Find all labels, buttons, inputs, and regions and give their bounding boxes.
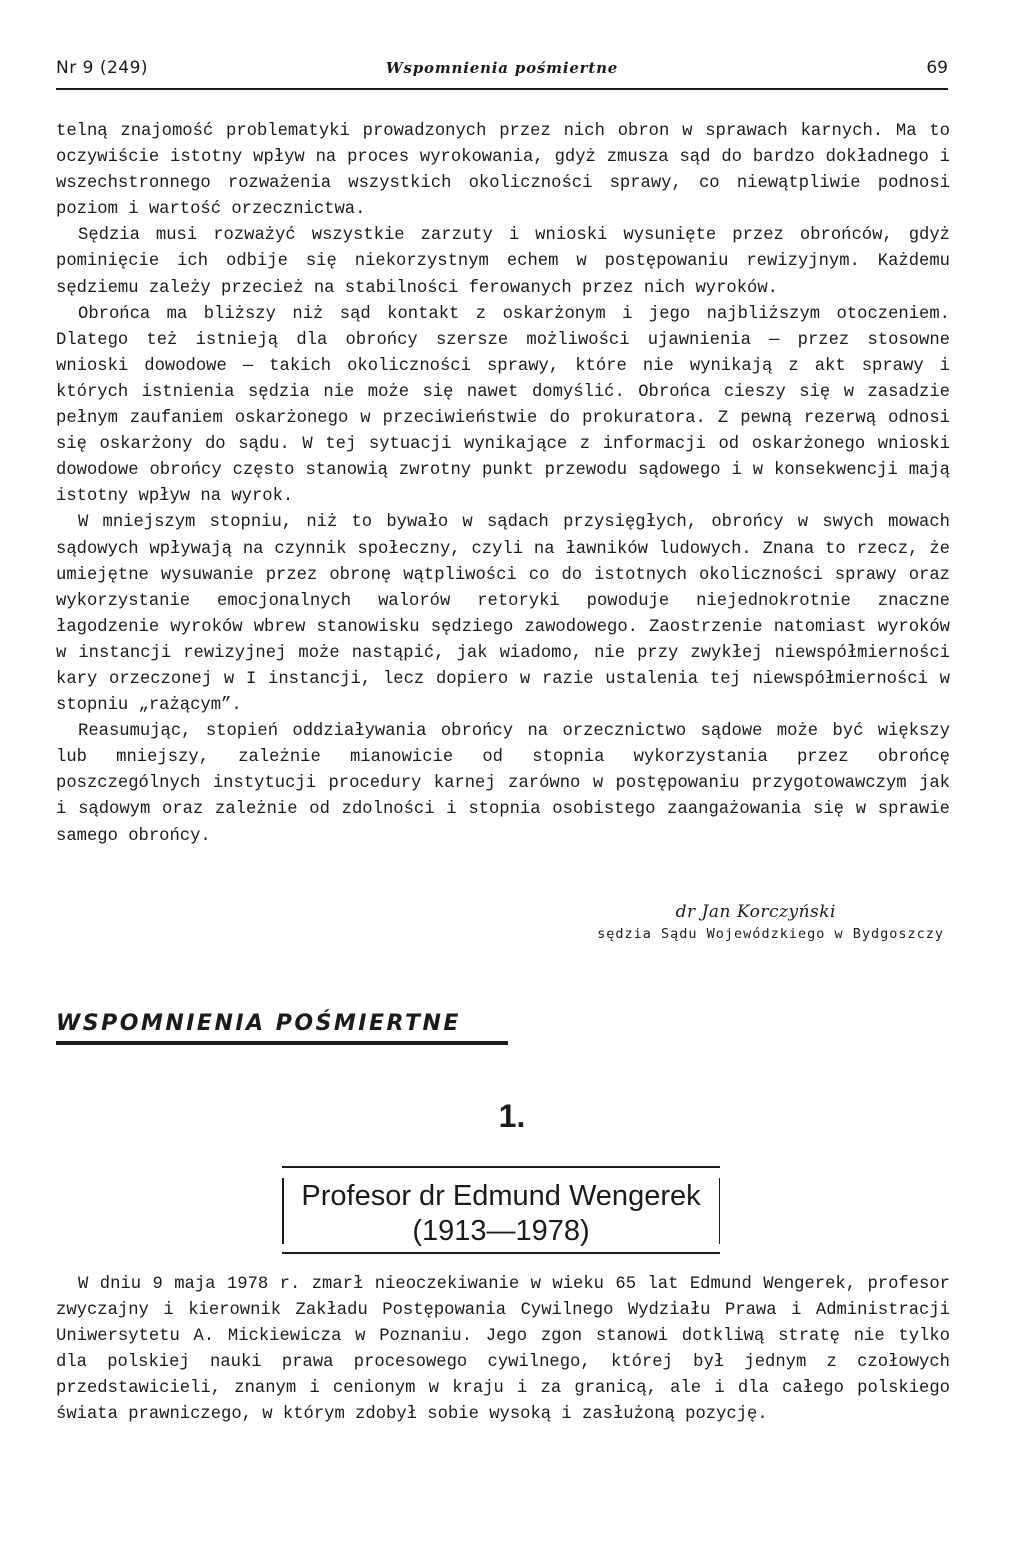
article-paragraph-5: Reasumując, stopień oddziaływania obrońcy na orzecznictwo sądowe może być większy lub mniejszy, zależnie mianowicie od stopnia wykorzystania przez obrońcę poszczególnych instytucji procedury karnej zarówno w postępowaniu przygotowawczym jak i sądowym oraz zależnie od zdolności i stopnia osobistego zaangażowania się w sprawie samego obrońcy.	[56, 722, 950, 846]
author-title: sędzia Sądu Wojewódzkiego w Bydgoszczy	[597, 926, 944, 942]
author-name: dr Jan Korczyński	[675, 902, 836, 922]
running-section-title: Wspomnienia pośmiertne	[385, 59, 619, 77]
article-paragraph-2: Sędzia musi rozważyć wszystkie zarzuty i wnioski wysunięte przez obrońców, gdyż pominięcie ich odbije się niekorzystnym echem w postępowaniu rewizyjnym. Każdemu sędziemu zależy przecież na stabilności ferowanych przez nich wyroków.	[56, 226, 950, 298]
article-paragraph-4: W mniejszym stopniu, niż to bywało w sądach przysięgłych, obrońcy w swych mowach sądowych wpływają na czynnik społeczny, czyli na ławników ludowych. Znana to rzecz, że umiejętne wysuwanie przez obronę wątpliwości co do istotnych okoliczności sprawy oraz wykorzystanie emocjonalnych walorów retoryki powoduje niejednokrotnie znaczne łagodzenie wyroków wbrew stanowisku sędziego zawodowego. Zaostrzenie natomiast wyroków w instancji rewizyjnej może nastąpić, jak wiadomo, nie przy zwykłej niewspółmierności kary orzeczonej w I instancji, lecz dopiero w razie ustalenia tej niewspółmierności w stopniu „rażącym”.	[56, 513, 950, 716]
obituary-dates: (1913—1978)	[412, 1215, 590, 1247]
section-heading: WSPOMNIENIA POŚMIERTNE	[56, 1011, 461, 1036]
obituary-name: Profesor dr Edmund Wengerek	[301, 1180, 701, 1212]
obituary-body	[56, 1272, 950, 1429]
entry-number: 1.	[498, 1098, 526, 1134]
article-paragraph-1: telną znajomość problematyki prowadzonych przez nich obron w sprawach karnych. Ma to oczywiście istotny wpływ na proces wyrokowania, gdyż zmusza sąd do bardzo dokładnego i wszechstronnego rozważenia wszystkich okoliczności sprawy, co niewątpliwie podnosi poziom i wartość orzecznictwa.	[56, 122, 950, 220]
header-rule	[56, 88, 948, 90]
section-heading-rule	[56, 1041, 508, 1045]
obituary-paragraph: W dniu 9 maja 1978 r. zmarł nieoczekiwanie w wieku 65 lat Edmund Wengerek, profesor zwyczajny i kierownik Zakładu Postępowania Cywilnego Wydziału Prawa i Administracji Uniwersytetu A. Mickiewicza w Poznaniu. Jego zgon stanowi dotkliwą stratę nie tylko dla polskiej nauki prawa procesowego cywilnego, której był jednym z czołowych przedstawicieli, znanym i cenionym w kraju i za granicą, ale i dla całego polskiego świata prawniczego, w którym zdobył sobie wysoką i zasłużoną pozycję.	[56, 1275, 950, 1425]
article-body	[56, 119, 950, 850]
page-number: 69	[926, 58, 948, 78]
issue-number: Nr 9 (249)	[56, 58, 149, 78]
obituary-title-box	[282, 1166, 720, 1254]
article-paragraph-3: Obrońca ma bliższy niż sąd kontakt z oskarżonym i jego najbliższym otoczeniem. Dlatego też istnieją dla obrońcy szersze możliwości ujawnienia — przez stosowne wnioski dowodowe — takich okoliczności sprawy, które nie wynikają z akt sprawy i których istnienia sędzia nie może się nawet domyślić. Obrońca cieszy się w zasadzie pełnym zaufaniem oskarżonego w przeciwieństwie do prokuratora. Z pewną rezerwą odnosi się oskarżony do sądu. W tej sytuacji wynikające z informacji od oskarżonego wnioski dowodowe obrońcy często stanowią zwrotny punkt przewodu sądowego i w konsekwencji mają istotny wpływ na wyrok.	[56, 304, 950, 507]
author-signature	[597, 902, 944, 942]
running-header	[56, 58, 948, 86]
